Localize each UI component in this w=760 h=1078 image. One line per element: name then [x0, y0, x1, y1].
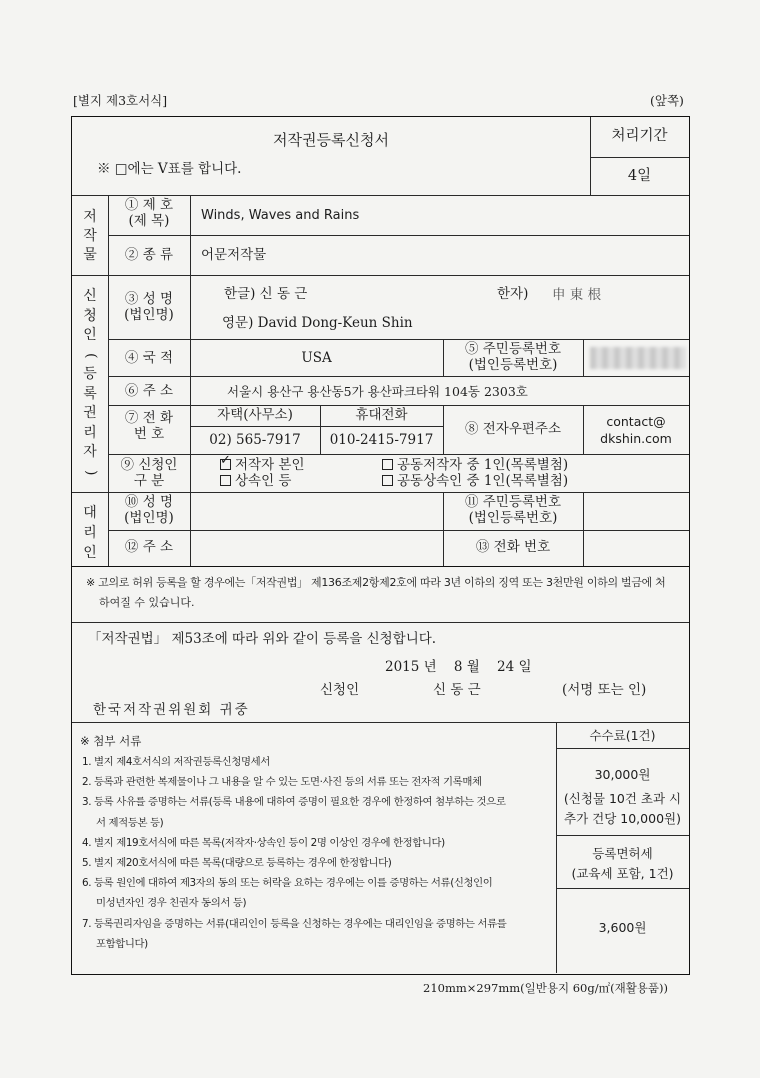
agent-address-label: ⑫ 주 소	[124, 539, 174, 555]
attachment-item: 7. 등록권리자임을 증명하는 서류(대리인이 등록을 신청하는 경우에는 대리인임을 증명하는 서류를	[82, 917, 507, 930]
processing-period-label: 처리기간	[611, 128, 668, 144]
mobile-phone-label: 휴대전화	[355, 407, 408, 423]
author-self-checkbox[interactable]	[220, 459, 231, 470]
declaration-text: 「저작권법」 제53조에 따라 위와 같이 등록을 신청합니다.	[88, 631, 437, 647]
email-value: contact@ dkshin.com	[600, 414, 672, 446]
agent-resident-number-label: ⑪ 주민등록번호 (법인등록번호)	[464, 494, 562, 526]
address-label: ⑥ 주 소	[124, 383, 174, 399]
work-section-label: 저 작 물	[83, 209, 97, 263]
false-registration-warning: ※ 고의로 허위 등록을 할 경우에는「저작권법」 제136조제2항제2호에 따라 3년 이하의 징역 또는 3천만원 이하의 벌금에 처	[86, 576, 666, 589]
phone-label: ⑦ 전 화 번 호	[124, 410, 174, 442]
home-phone-label: 자택(사무소)	[217, 407, 293, 423]
option-heir[interactable]: 상속인 등	[220, 474, 291, 490]
attachment-item: 2. 등록과 관련한 복제물이나 그 내용을 알 수 있는 도면·사진 등의 서류 또는 전자적 기록매체	[82, 776, 482, 789]
applicant-korean-name: 한글) 신 동 근	[224, 286, 308, 302]
attachment-item: 4. 별지 제19호서식에 따른 목록(저작자·상속인 등이 2명 이상인 경우에 한정합니다)	[82, 836, 445, 849]
home-phone-value: 02) 565-7917	[209, 432, 301, 448]
nationality-label: ④ 국 적	[124, 350, 174, 366]
checkbox-instruction: ※ □에는 V표를 합니다.	[97, 161, 242, 177]
attachment-item: 3. 등록 사유를 증명하는 서류(등록 내용에 대하여 증명이 필요한 경우에 한정하여 첨부하는 것으로	[82, 796, 506, 809]
attachments-title: ※ 첨부 서류	[80, 734, 142, 748]
coheir-checkbox[interactable]	[382, 475, 393, 486]
page-side-label: (앞쪽)	[650, 93, 684, 108]
fee-amount: 30,000원	[594, 767, 651, 782]
form-number: [별지 제3호서식]	[73, 93, 168, 108]
applicant-section-label: 신 청 인 ( 등 록 권 리 자 )	[82, 288, 99, 475]
form-title: 저작권등록신청서	[273, 131, 389, 149]
attachments-list	[82, 752, 554, 954]
applicant-english-name: 영문) David Dong-Keun Shin	[222, 315, 413, 331]
applicant-signature-label: 신청인	[320, 682, 360, 698]
signature-note: (서명 또는 인)	[562, 682, 647, 698]
applicant-hanja-label: 한자)	[497, 286, 529, 302]
email-label: ⑧ 전자우편주소	[464, 421, 562, 437]
option-author-self[interactable]: ✓저작자 본인	[220, 458, 305, 474]
applicant-hanja-value: 申 東 根	[552, 287, 602, 303]
agent-section-label: 대 리 인	[83, 505, 97, 561]
work-type-value: 어문저작물	[201, 247, 267, 263]
processing-period-value: 4일	[627, 168, 652, 184]
coauthor-checkbox[interactable]	[382, 459, 393, 470]
paper-spec: 210mm×297mm(일반용지 60g/㎡(재활용품))	[423, 981, 668, 995]
applicant-category-label: ⑨ 신청인 구 분	[120, 457, 178, 489]
address-value: 서울시 용산구 용산동5가 용산파크타워 104동 2303호	[227, 384, 528, 399]
false-registration-warning-cont: 하여질 수 있습니다.	[99, 596, 195, 609]
fee-label: 수수료(1건)	[589, 728, 656, 743]
attachment-item: 6. 등록 원인에 대하여 제3자의 동의 또는 허락을 요하는 경우에는 이를 증명하는 서류(신청인이	[82, 877, 493, 890]
agent-name-label: ⑩ 성 명 (법인명)	[124, 494, 174, 526]
resident-number-label: ⑤ 주민등록번호 (법인등록번호)	[464, 341, 562, 373]
applicant-name-label: ③ 성 명 (법인명)	[124, 291, 174, 323]
attachment-item: 5. 별지 제20호서식에 따른 목록(대량으로 등록하는 경우에 한정합니다)	[82, 857, 392, 870]
option-coheir[interactable]: 공동상속인 중 1인(목록별첨)	[382, 474, 568, 490]
attachment-item: 서 제적등본 등)	[96, 816, 164, 829]
option-coauthor[interactable]: 공동저작자 중 1인(목록별첨)	[382, 458, 568, 474]
agent-phone-label: ⑬ 전화 번호	[475, 539, 551, 555]
application-date: 2015 년 8 월 24 일	[385, 659, 532, 675]
mobile-phone-value: 010-2415-7917	[329, 432, 434, 448]
attachment-item: 1. 별지 제4호서식의 저작권등록신청명세서	[82, 756, 270, 768]
applicant-signature-name: 신 동 근	[433, 682, 481, 698]
registration-tax-amount: 3,600원	[598, 920, 647, 935]
work-title-value: Winds, Waves and Rains	[201, 208, 360, 223]
redacted-resident-number	[590, 347, 686, 369]
heir-checkbox[interactable]	[220, 475, 231, 486]
work-title-label: ① 제 호 (제 목)	[124, 197, 174, 229]
recipient: 한국저작권위원회 귀중	[93, 702, 250, 718]
nationality-value: USA	[301, 350, 332, 366]
attachment-item: 미성년자인 경우 친권자 동의서 등)	[96, 897, 247, 910]
registration-tax-label: 등록면허세 (교육세 포함, 1건)	[571, 846, 674, 881]
fee-note: (신청물 10건 초과 시 추가 건당 10,000원)	[563, 791, 682, 826]
work-type-label: ② 종 류	[124, 247, 174, 263]
attachment-item: 포함합니다)	[96, 937, 148, 950]
